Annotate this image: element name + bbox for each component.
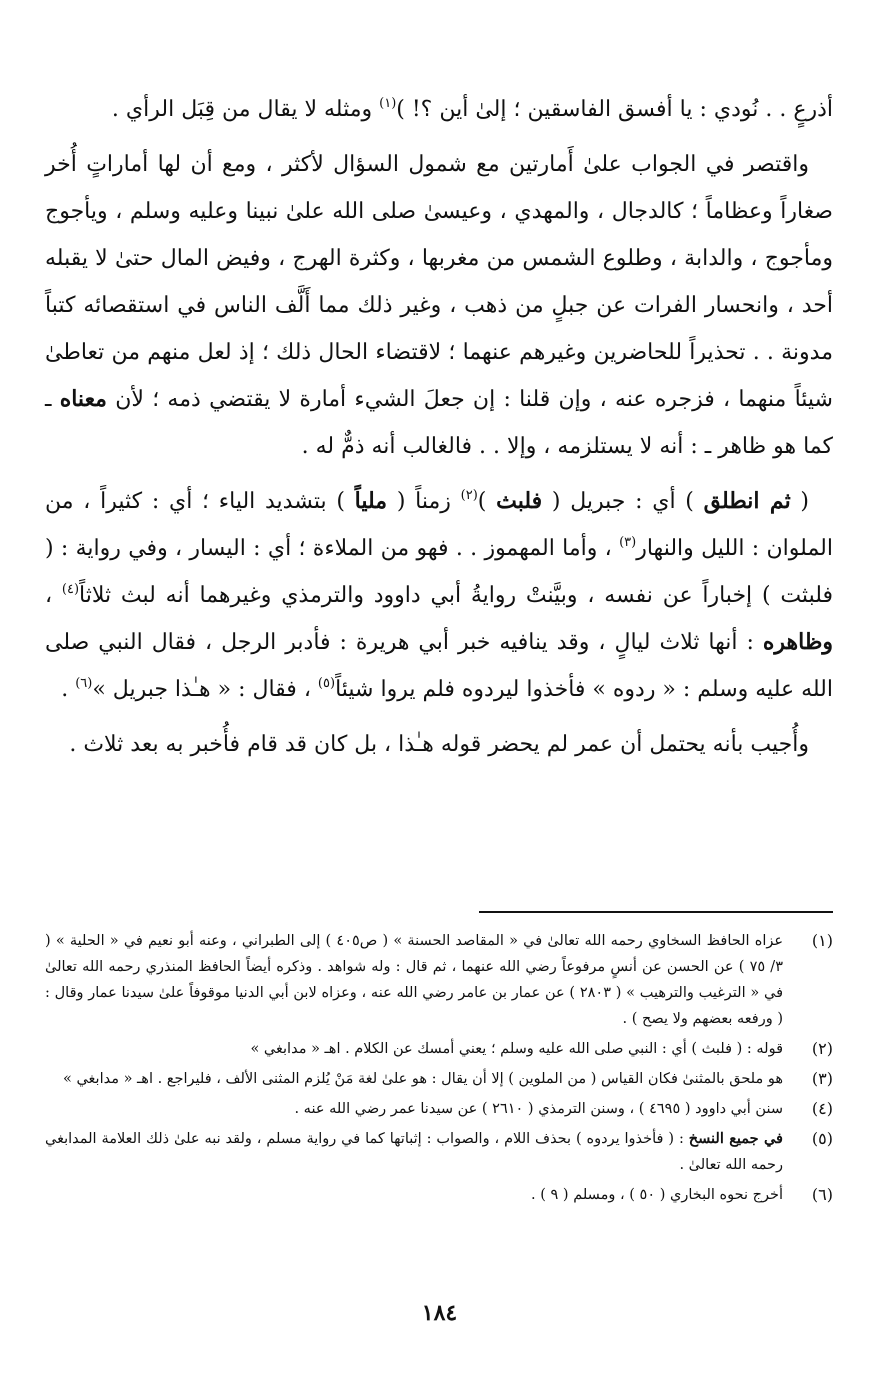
paragraph-3-text: ، وأما المهموز . . فهو من الملاءة ؛ أي : اليسار ، وفي رواية : ( فلبثت ) إخباراً عن نفسه ، وبيَّنتْ روايةُ أبي داوود والترمذي وغيرهما أنه لبث ثلاثاً	[45, 536, 834, 608]
paragraph-3-text: زمناً (	[387, 489, 461, 514]
paragraph-1-text: أذرعٍ . . نُودي : يا أفسق الفاسقين ؛ إلىٰ أين ؟! )	[396, 97, 833, 122]
main-text	[45, 86, 833, 776]
footnote-ref-2[interactable]: (٢)	[460, 488, 478, 503]
paragraph-2-text: واقتصر في الجواب علىٰ أَمارتين مع شمول السؤال لأكثر ، ومع أن لها أماراتٍ أُخر صغاراً وعظاماً ؛ كالدجال ، والمهدي ، وعيسىٰ صلى الله علىٰ نبينا وعليه وسلم ، ويأجوج ومأجوج ، والدابة ، وطلوع الشمس من مغربها ، وكثرة الهرج ، وفيض المال حتىٰ لا يقبله أحد ، وانحسار الفرات عن جبلٍ من ذهب ، وغير ذلك مما أَلَّف الناس في استقصائه كتباً مدونة . . تحذيراً للحاضرين وغيرهم عنهما ؛ لاقتضاء الحال ذلك ؛ إذ لعل منهم من تعاطىٰ شيئاً منهما ، فزجره عنه ، وإن قلنا : إن جعلَ الشيء أمارة لا يقتضي ذمه ؛ لأن	[45, 152, 833, 412]
apparent-meaning: وظاهره	[762, 629, 833, 655]
footnote-ref-3[interactable]: (٣)	[619, 535, 637, 550]
paragraph-2	[45, 141, 833, 470]
footnote-text: عزاه الحافظ السخاوي رحمه الله تعالىٰ في « المقاصد الحسنة » ( ص٤٠٥ ) إلى الطبراني ، وعنه أبو نعيم في « الحلية » ( ٣/ ٧٥ ) عن الحسن عن أنسٍ مرفوعاً رضي الله عنهما ، ثم قال : وله شواهد . وذكره أيضاً الحافظ المنذري رحمه الله تعالىٰ في « الترغيب والترهيب » ( ٢٨٠٣ ) عن عمار بن عامر رضي الله عنه ، وعزاه لابن أبي الدنيا موقوفاً علىٰ سيدنا عمار وقال : ( ورفعه بعضهم ولا يصح ) .	[45, 933, 783, 1027]
footnote-number: (١)	[811, 931, 833, 950]
footnote-ref-4[interactable]: (٤)	[61, 582, 80, 597]
paragraph-1-text-end: ومثله لا يقال من قِبَل الرأي .	[111, 97, 380, 122]
page-number: ١٨٤	[421, 1300, 458, 1326]
footnote-divider	[479, 911, 833, 913]
footnote-6	[45, 1182, 833, 1208]
footnote-1	[45, 928, 833, 1032]
footnote-text: سنن أبي داوود ( ٤٦٩٥ ) ، وسنن الترمذي ( ٢٦١٠ ) عن سيدنا عمر رضي الله عنه .	[294, 1101, 783, 1117]
matn-then-departed: ثم انطلق	[703, 488, 791, 514]
paragraph-3-text: ) أي : جبريل (	[542, 489, 704, 514]
paragraph-1	[45, 86, 833, 133]
footnote-number: (٥)	[811, 1129, 833, 1148]
paragraph-3-text: ، فقال : « هـٰذا جبريل »	[92, 677, 318, 702]
footnote-5	[45, 1126, 833, 1178]
footnote-number: (٣)	[811, 1069, 833, 1088]
footnote-ref-1[interactable]: (١)	[379, 96, 397, 111]
matn-long-time: ملياً	[354, 488, 388, 514]
footnote-4	[45, 1096, 833, 1122]
paragraph-3	[45, 478, 833, 713]
paren-open: (	[790, 489, 810, 514]
footnote-text: : ( فأخذوا يردوه ) بحذف اللام ، والصواب : إثباتها كما في رواية مسلم ، ولقد نبه علىٰ ذلك العلامة المدابغي رحمه الله تعالىٰ .	[45, 1131, 783, 1173]
paragraph-4: وأُجيب بأنه يحتمل أن عمر لم يحضر قوله هـٰذا ، بل كان قد قام فأُخبر به بعد ثلاث .	[69, 732, 809, 757]
footnote-3	[45, 1066, 833, 1092]
footnote-text: أخرج نحوه البخاري ( ٥٠ ) ، ومسلم ( ٩ ) .	[531, 1187, 783, 1203]
footnote-number: (٤)	[811, 1099, 833, 1118]
paragraph-2-bold: معناه	[59, 386, 107, 412]
footnote-number: (٢)	[811, 1039, 833, 1058]
paragraph-3-text: ) بتشديد الياء ؛ أي : كثيراً ، من الملوان : الليل والنهار	[45, 489, 833, 561]
matn-stayed: فلبث	[496, 488, 543, 514]
footnote-number: (٦)	[811, 1185, 833, 1204]
footnote-ref-5[interactable]: (٥)	[317, 676, 336, 691]
paragraph-2-text-end: ـ كما هو ظاهر ـ : أنه لا يستلزمه ، وإلا . . فالغالب أنه ذمٌّ له .	[45, 387, 833, 459]
footnotes	[45, 928, 833, 1212]
footnote-text: هو ملحق بالمثنىٰ فكان القياس ( من الملوين ) إلا أن يقال : هو علىٰ لغة مَنْ يُلزم المثنى الألف ، فليراجع . اهـ « مدابغي »	[62, 1071, 783, 1087]
footnote-ref-6[interactable]: (٦)	[75, 676, 93, 691]
footnote-bold: في جميع النسخ	[688, 1130, 783, 1147]
paragraph-3-text: .	[61, 677, 76, 702]
paragraph-3-text: )	[477, 489, 497, 514]
paragraph-3-text: : أنها ثلاث ليالٍ ، وقد ينافيه خبر أبي هريرة : فأدبر الرجل ، فقال النبي صلى الله عليه وسلم : « ردوه » فأخذوا ليردوه فلم يروا شيئاً	[45, 630, 833, 702]
footnote-text: قوله : ( فلبث ) أي : النبي صلى الله عليه وسلم ؛ يعني أمسك عن الكلام . اهـ « مدابغي »	[250, 1041, 783, 1057]
paragraph-3-text: ،	[45, 583, 62, 608]
footnote-text-wrap	[45, 1126, 783, 1178]
footnote-2	[45, 1036, 833, 1062]
